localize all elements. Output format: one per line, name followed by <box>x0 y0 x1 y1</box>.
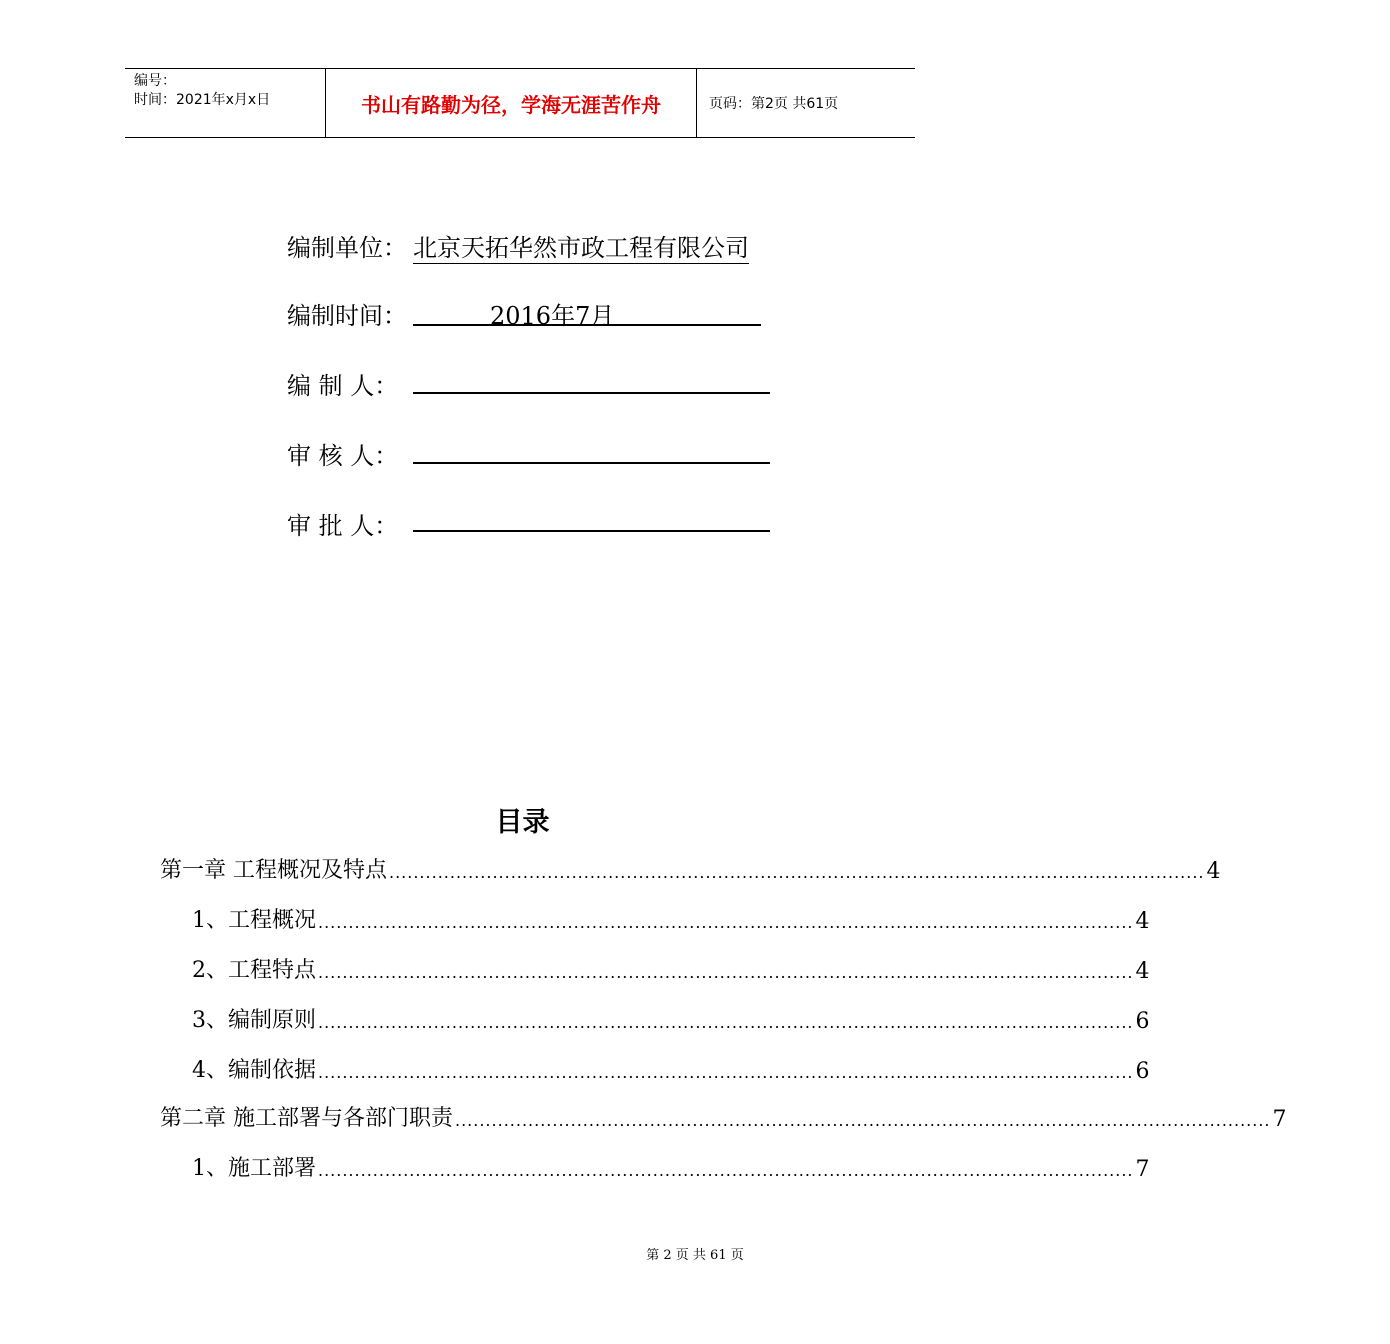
toc-entry-page: 7 <box>1135 1157 1150 1182</box>
toc-entry-text: 1、工程概况 <box>192 908 316 933</box>
reviewer-underline <box>413 432 770 464</box>
toc-entry-page: 7 <box>1272 1107 1287 1132</box>
toc-entry[interactable] <box>160 1098 1287 1132</box>
time-label: 编制时间： <box>287 302 407 330</box>
author-underline <box>413 362 770 394</box>
toc-leader: ...................................................................................................................................... <box>389 863 1205 882</box>
toc-entry-text: 3、编制原则 <box>192 1008 316 1033</box>
toc-entry[interactable] <box>192 950 1150 984</box>
toc-entry[interactable] <box>160 850 1221 884</box>
approver-underline <box>413 500 770 532</box>
toc-entry-page: 4 <box>1135 909 1150 934</box>
toc-leader: ...................................................................................................................................... <box>455 1111 1271 1130</box>
page-header <box>125 68 915 138</box>
toc-entry[interactable] <box>192 1050 1150 1084</box>
toc-entry-page: 6 <box>1135 1059 1150 1084</box>
author-label: 编 制 人： <box>287 372 399 400</box>
footer-page-number: 第 2 页 共 61 页 <box>646 1248 744 1263</box>
reviewer-label: 审 核 人： <box>287 442 399 470</box>
approver-label: 审 批 人： <box>287 512 399 540</box>
toc-entry-text: 第一章 工程概况及特点 <box>160 858 387 883</box>
header-page-info: 页码：第2页 共61页 <box>709 96 839 112</box>
toc-entry[interactable] <box>192 1000 1150 1034</box>
toc-entry[interactable] <box>192 1148 1150 1182</box>
toc-leader: ...................................................................................................................................... <box>318 1161 1134 1180</box>
toc-entry-text: 2、工程特点 <box>192 958 316 983</box>
toc-leader: ...................................................................................................................................... <box>318 963 1134 982</box>
toc-entry-text: 4、编制依据 <box>192 1058 316 1083</box>
toc-leader: ...................................................................................................................................... <box>318 1063 1134 1082</box>
toc-entry-page: 6 <box>1135 1009 1150 1034</box>
toc-title: 目录 <box>495 807 550 838</box>
toc-leader: ...................................................................................................................................... <box>318 1013 1134 1032</box>
time-value: 2016年7月 <box>490 302 615 330</box>
date-label: 时间：2021年x月x日 <box>134 92 271 108</box>
page-footer <box>0 1244 1390 1263</box>
number-label: 编号： <box>134 73 176 89</box>
toc-entry-page: 4 <box>1135 959 1150 984</box>
toc-entry-text: 第二章 施工部署与各部门职责 <box>160 1106 453 1131</box>
header-motto: 书山有路勤为径，学海无涯苦作舟 <box>326 69 697 137</box>
toc-leader: ...................................................................................................................................... <box>318 913 1134 932</box>
toc-entry-page: 4 <box>1206 859 1221 884</box>
unit-label: 编制单位： <box>287 234 407 262</box>
header-meta-cell <box>125 69 326 137</box>
unit-value: 北京天拓华然市政工程有限公司 <box>413 228 749 264</box>
toc-entry-text: 1、施工部署 <box>192 1156 316 1181</box>
time-underline <box>413 294 761 330</box>
toc-entry[interactable] <box>192 900 1150 934</box>
